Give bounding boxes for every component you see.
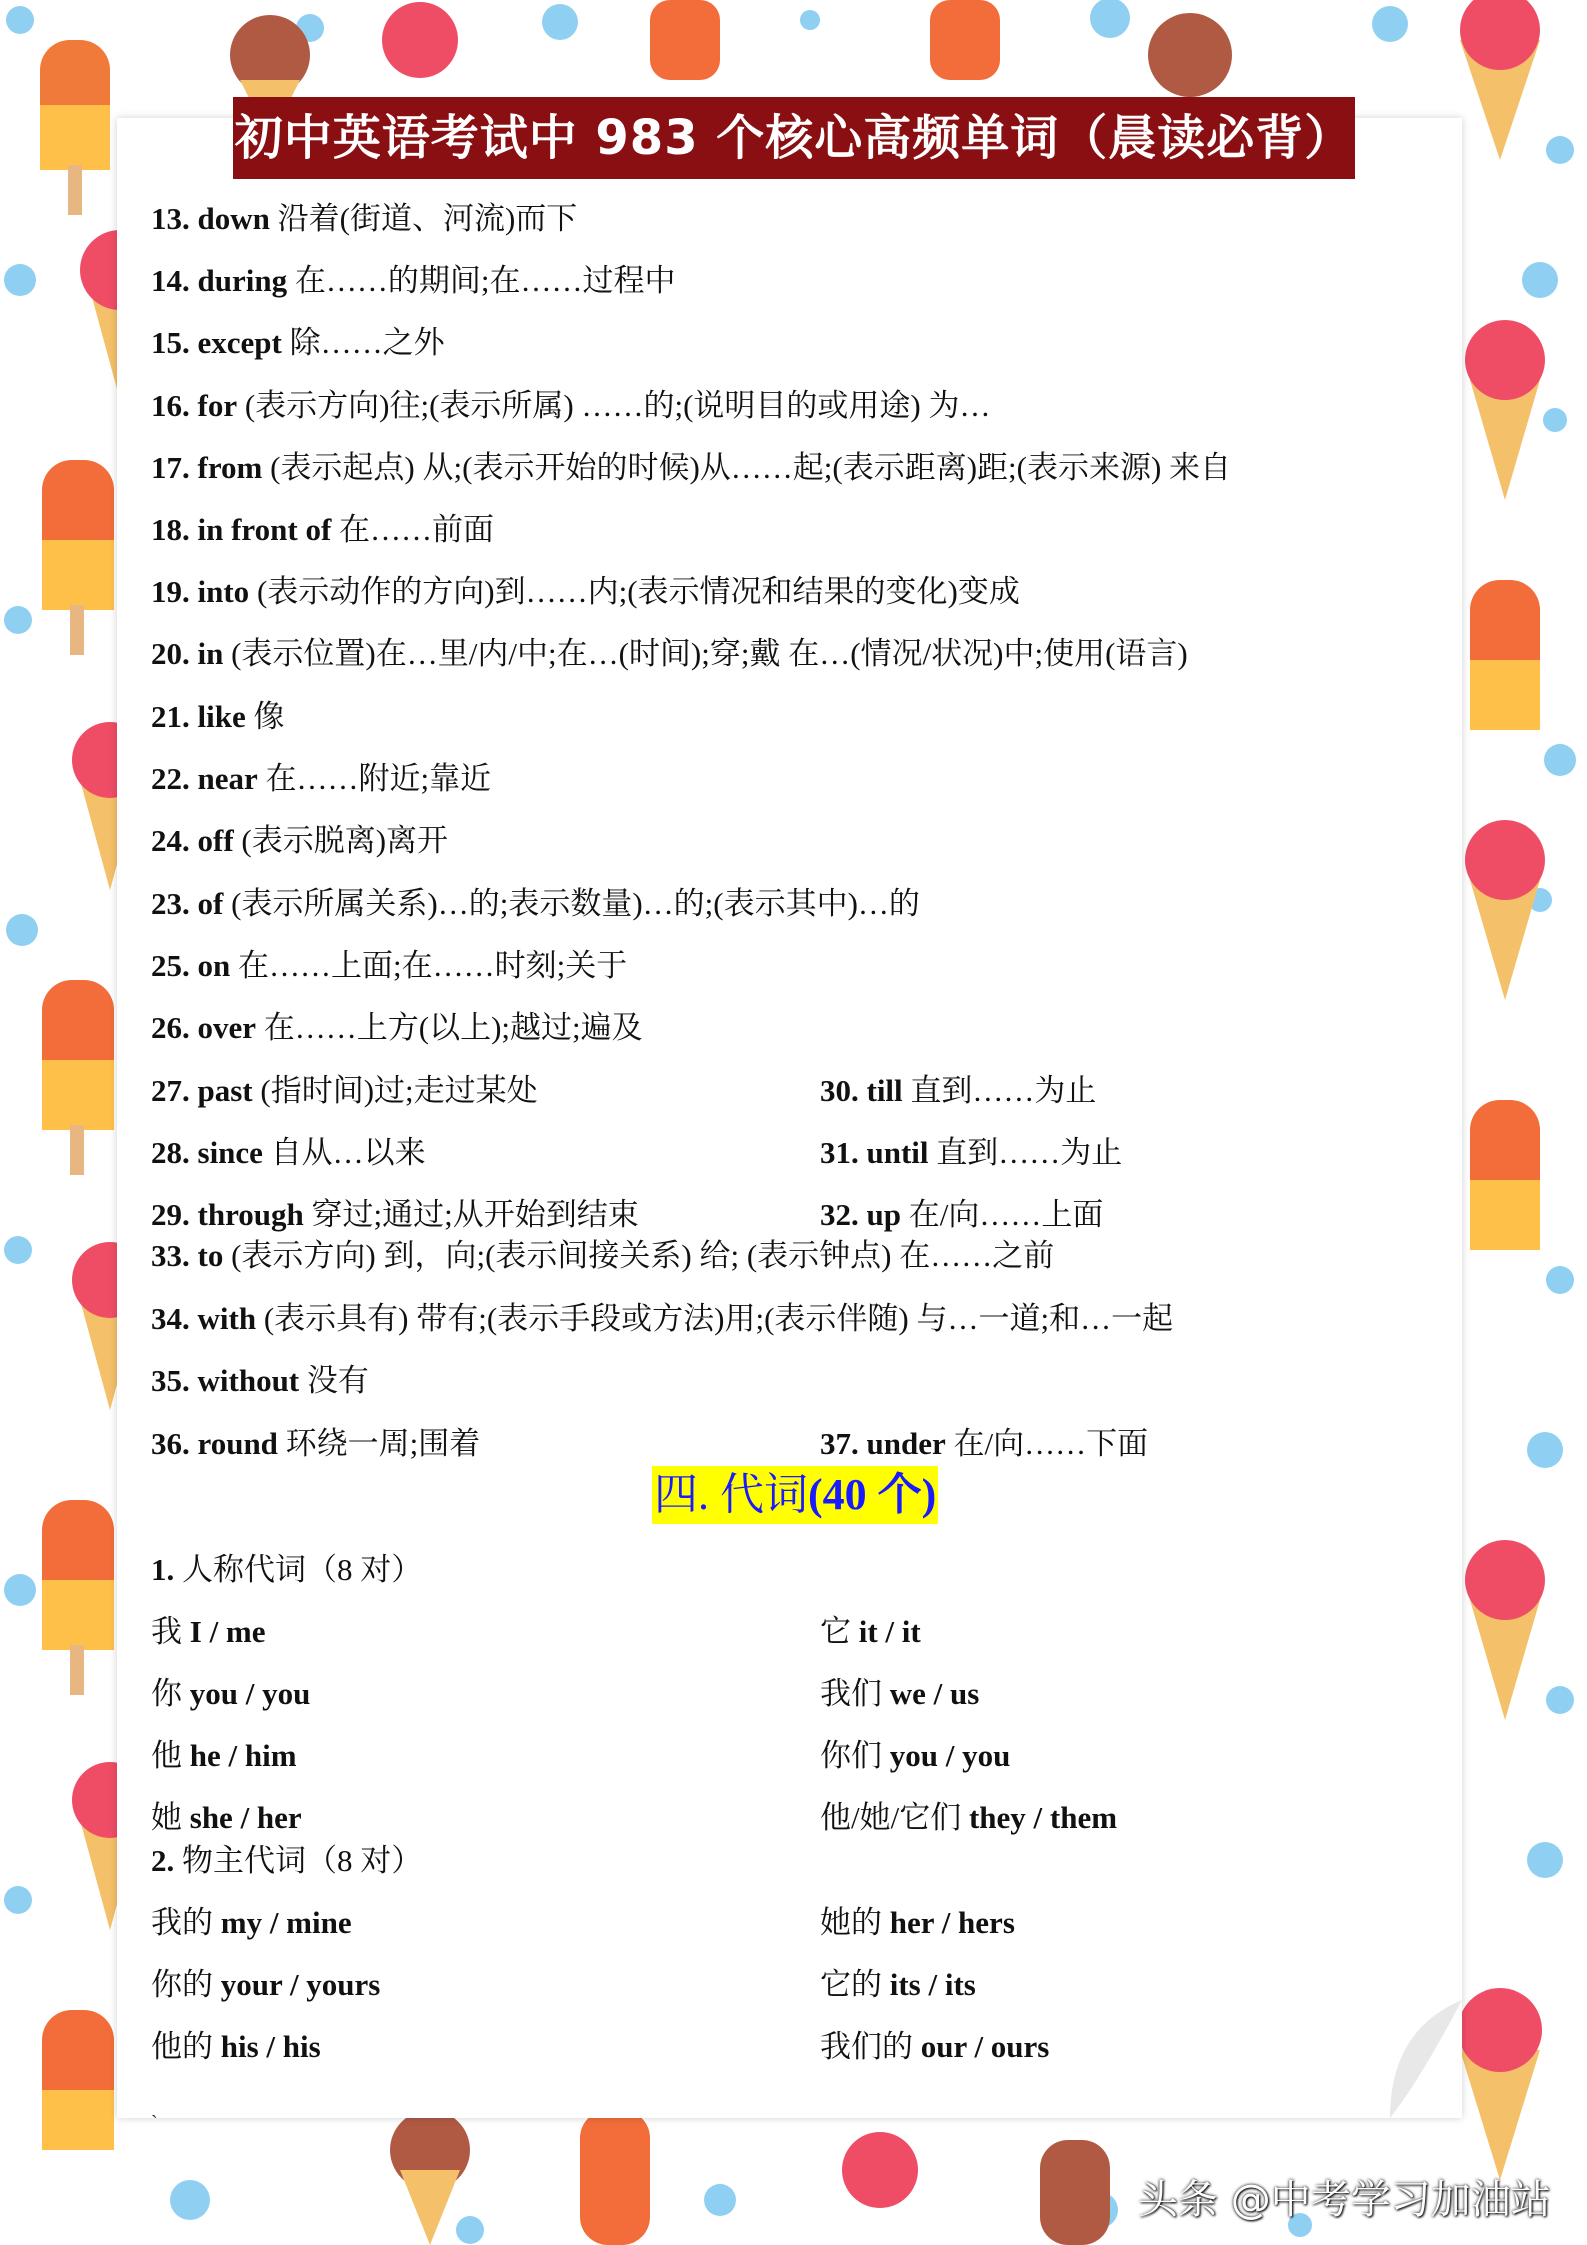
entry-word: under xyxy=(866,1426,946,1461)
pronoun-english: it / it xyxy=(858,1614,921,1649)
entry-word: near xyxy=(197,761,258,796)
icecream-top-5 xyxy=(1148,13,1232,97)
popsicle-left-3 xyxy=(42,460,114,655)
vocab-entry xyxy=(151,1195,639,1235)
vocab-entry xyxy=(151,448,1231,488)
entry-meaning: (表示具有) 带有;(表示手段或方法)用;(表示伴随) 与…一道;和…一起 xyxy=(263,1301,1174,1336)
entry-word: from xyxy=(197,450,263,485)
vocab-entry xyxy=(820,1424,1148,1464)
pronoun-chinese: 他 xyxy=(151,1738,182,1773)
pronoun-english: they / them xyxy=(968,1800,1118,1835)
entry-word: into xyxy=(197,574,250,609)
entry-number: 35. xyxy=(151,1363,190,1398)
pronoun-pair xyxy=(820,1798,1117,1838)
entry-meaning: 环绕一周;围着 xyxy=(285,1426,481,1461)
vocab-entry xyxy=(151,261,675,301)
entry-number: 14. xyxy=(151,263,190,298)
vocab-entry xyxy=(151,1133,426,1173)
page-curl xyxy=(1270,1880,1470,2120)
icecream-right-3 xyxy=(1465,820,1545,1000)
entry-number: 20. xyxy=(151,636,190,671)
vocab-entry xyxy=(151,1071,538,1111)
pronoun-english: you / you xyxy=(189,1676,311,1711)
pronoun-pair xyxy=(820,1736,1010,1776)
entry-number: 16. xyxy=(151,388,190,423)
entry-number: 37. xyxy=(820,1426,859,1461)
entry-meaning: (表示方向) 到，向;(表示间接关系) 给; (表示钟点) 在……之前 xyxy=(231,1238,1055,1273)
entry-number: 19. xyxy=(151,574,190,609)
pronoun-chinese: 你们 xyxy=(820,1738,882,1773)
vocab-entry xyxy=(151,1424,480,1464)
entry-meaning: (指时间)过;走过某处 xyxy=(260,1073,538,1108)
entry-word: up xyxy=(866,1197,901,1232)
pronoun-chinese: 它的 xyxy=(820,1967,882,2002)
group-heading-number: 1. xyxy=(151,1552,175,1587)
pronoun-english: he / him xyxy=(189,1738,297,1773)
pronoun-chinese: 你的 xyxy=(151,1967,213,2002)
entry-meaning: 在/向……上面 xyxy=(908,1197,1104,1232)
entry-word: of xyxy=(197,886,224,921)
entry-meaning: 除……之外 xyxy=(289,325,445,360)
icecream-right-6 xyxy=(1458,1988,1542,2180)
pronoun-english: our / ours xyxy=(920,2029,1050,2064)
vocab-entry xyxy=(151,386,991,426)
vocab-entry xyxy=(151,323,445,363)
entry-meaning: 在……的期间;在……过程中 xyxy=(294,263,676,298)
entry-number: 23. xyxy=(151,886,190,921)
vocab-entry xyxy=(151,1008,643,1048)
entry-number: 17. xyxy=(151,450,190,485)
pronoun-chinese: 她 xyxy=(151,1800,182,1835)
pronoun-chinese: 我 xyxy=(151,1614,182,1649)
pronoun-pair xyxy=(151,1736,297,1776)
pronoun-pair xyxy=(820,1674,979,1714)
entry-meaning: 在……上方(以上);越过;遍及 xyxy=(263,1010,643,1045)
popsicle-top-3 xyxy=(650,0,720,80)
entry-number: 25. xyxy=(151,948,190,983)
document-title: 初中英语考试中 983 个核心高频单词（晨读必背） xyxy=(233,97,1355,179)
pronoun-english: I / me xyxy=(189,1614,266,1649)
entry-word: to xyxy=(197,1238,224,1273)
pronoun-chinese: 他的 xyxy=(151,2029,213,2064)
entry-meaning: (表示所属关系)…的;表示数量)…的;(表示其中)…的 xyxy=(231,886,920,921)
vocab-entry xyxy=(151,510,494,550)
entry-word: till xyxy=(866,1073,903,1108)
pronoun-english: his / his xyxy=(220,2029,321,2064)
entry-meaning: 沿着(街道、河流)而下 xyxy=(277,201,578,236)
entry-meaning: 在……附近;靠近 xyxy=(265,761,492,796)
entry-number: 29. xyxy=(151,1197,190,1232)
popsicle-bottom-4 xyxy=(1040,2140,1110,2245)
pronoun-english: my / mine xyxy=(220,1905,352,1940)
entry-meaning: 在/向……下面 xyxy=(953,1426,1149,1461)
entry-number: 26. xyxy=(151,1010,190,1045)
pronoun-pair xyxy=(151,1612,266,1652)
entry-word: like xyxy=(197,699,246,734)
popsicle-left-5 xyxy=(42,980,114,1175)
vocab-entry xyxy=(151,634,1188,674)
entry-number: 28. xyxy=(151,1135,190,1170)
entry-number: 30. xyxy=(820,1073,859,1108)
pronoun-pair xyxy=(820,1612,921,1652)
entry-number: 18. xyxy=(151,512,190,547)
entry-word: past xyxy=(197,1073,253,1108)
pronoun-chinese: 你 xyxy=(151,1676,182,1711)
pronoun-chinese: 我们 xyxy=(820,1676,882,1711)
entry-meaning: 像 xyxy=(253,699,285,734)
icecream-right-5 xyxy=(1465,1540,1545,1720)
pronoun-pair xyxy=(820,1903,1015,1943)
vocab-entry xyxy=(151,946,627,986)
icecream-top-2 xyxy=(382,2,458,78)
group-heading-text: 物主代词（8 对） xyxy=(182,1843,423,1878)
pronoun-english: her / hers xyxy=(889,1905,1015,1940)
entry-word: with xyxy=(197,1301,257,1336)
pronoun-chinese: 我的 xyxy=(151,1905,213,1940)
vocab-entry xyxy=(820,1071,1096,1111)
stray-mark: ` xyxy=(151,2112,158,2134)
pronoun-english: your / yours xyxy=(220,1967,381,2002)
popsicle-left-9 xyxy=(42,2010,114,2150)
entry-meaning: 自从…以来 xyxy=(270,1135,426,1170)
entry-number: 34. xyxy=(151,1301,190,1336)
popsicle-left-7 xyxy=(42,1500,114,1695)
group-heading-number: 2. xyxy=(151,1843,175,1878)
entry-word: in xyxy=(197,636,224,671)
entry-word: in front of xyxy=(197,512,332,547)
entry-word: until xyxy=(866,1135,929,1170)
pronoun-chinese: 它 xyxy=(820,1614,851,1649)
entry-word: on xyxy=(197,948,231,983)
entry-meaning: (表示脱离)离开 xyxy=(241,823,449,858)
entry-number: 27. xyxy=(151,1073,190,1108)
entry-number: 22. xyxy=(151,761,190,796)
entry-number: 24. xyxy=(151,823,190,858)
entry-number: 33. xyxy=(151,1238,190,1273)
entry-meaning: 穿过;通过;从开始到结束 xyxy=(311,1197,639,1232)
entry-meaning: 没有 xyxy=(306,1363,369,1398)
entry-number: 36. xyxy=(151,1426,190,1461)
vocab-entry xyxy=(820,1195,1103,1235)
pronoun-english: you / you xyxy=(889,1738,1011,1773)
pronoun-english: she / her xyxy=(189,1800,302,1835)
pronoun-chinese: 我们的 xyxy=(820,2029,913,2064)
entry-word: for xyxy=(197,388,238,423)
popsicle-left-1 xyxy=(40,40,110,215)
pronoun-chinese: 他/她/它们 xyxy=(820,1800,962,1835)
section-prefix: 四. 代词 xyxy=(654,1470,808,1519)
vocab-entry xyxy=(151,572,1020,612)
pronoun-pair xyxy=(151,1798,302,1838)
pronoun-english: we / us xyxy=(889,1676,980,1711)
group-heading xyxy=(151,1550,422,1590)
entry-word: over xyxy=(197,1010,257,1045)
pronoun-pair xyxy=(151,1903,352,1943)
popsicle-bottom-2 xyxy=(580,2110,650,2245)
section-count: (40 个) xyxy=(808,1470,937,1519)
entry-word: round xyxy=(197,1426,278,1461)
entry-word: off xyxy=(197,823,234,858)
entry-word: without xyxy=(197,1363,300,1398)
entry-number: 13. xyxy=(151,201,190,236)
entry-word: since xyxy=(197,1135,263,1170)
entry-meaning: (表示方向)往;(表示所属) ……的;(说明目的或用途) 为… xyxy=(244,388,991,423)
entry-meaning: 直到……为止 xyxy=(910,1073,1097,1108)
group-heading xyxy=(151,1841,422,1881)
popsicle-top-4 xyxy=(930,0,1000,80)
group-heading-text: 人称代词（8 对） xyxy=(182,1552,423,1587)
entry-number: 31. xyxy=(820,1135,859,1170)
entry-word: during xyxy=(197,263,288,298)
entry-word: through xyxy=(197,1197,304,1232)
entry-number: 32. xyxy=(820,1197,859,1232)
vocab-entry xyxy=(151,884,920,924)
pronoun-english: its / its xyxy=(889,1967,976,2002)
vocab-entry xyxy=(151,1361,369,1401)
entry-meaning: 在……前面 xyxy=(339,512,495,547)
vocab-entry xyxy=(151,697,284,737)
pronoun-pair xyxy=(820,2027,1049,2067)
pronoun-pair xyxy=(820,1965,976,2005)
vocab-entry xyxy=(151,1236,1054,1276)
vocab-entry xyxy=(151,759,491,799)
icecream-bottom-3 xyxy=(842,2132,918,2208)
pronoun-pair xyxy=(151,1674,310,1714)
vocab-entry xyxy=(151,1299,1173,1339)
entry-meaning: 直到……为止 xyxy=(936,1135,1123,1170)
entry-meaning: (表示动作的方向)到……内;(表示情况和结果的变化)变成 xyxy=(256,574,1020,609)
icecream-top-6 xyxy=(1460,0,1540,160)
entry-meaning: (表示位置)在…里/内/中;在…(时间);穿;戴 在…(情况/状况)中;使用(语言) xyxy=(231,636,1188,671)
entry-number: 15. xyxy=(151,325,190,360)
vocab-entry xyxy=(151,199,577,239)
icecream-right-1 xyxy=(1465,320,1545,500)
entry-meaning: (表示起点) 从;(表示开始的时候)从……起;(表示距离)距;(表示来源) 来自 xyxy=(270,450,1232,485)
entry-number: 21. xyxy=(151,699,190,734)
pronoun-pair xyxy=(151,1965,380,2005)
entry-word: down xyxy=(197,201,270,236)
vocab-entry xyxy=(820,1133,1122,1173)
popsicle-right-2 xyxy=(1470,580,1540,730)
pronoun-chinese: 她的 xyxy=(820,1905,882,1940)
vocab-entry xyxy=(151,821,448,861)
pronoun-pair xyxy=(151,2027,321,2067)
section-heading xyxy=(652,1466,938,1524)
entry-meaning: 在……上面;在……时刻;关于 xyxy=(238,948,628,983)
entry-word: except xyxy=(197,325,282,360)
watermark: 头条 @中考学习加油站 xyxy=(1138,2177,1551,2223)
popsicle-right-4 xyxy=(1470,1100,1540,1250)
